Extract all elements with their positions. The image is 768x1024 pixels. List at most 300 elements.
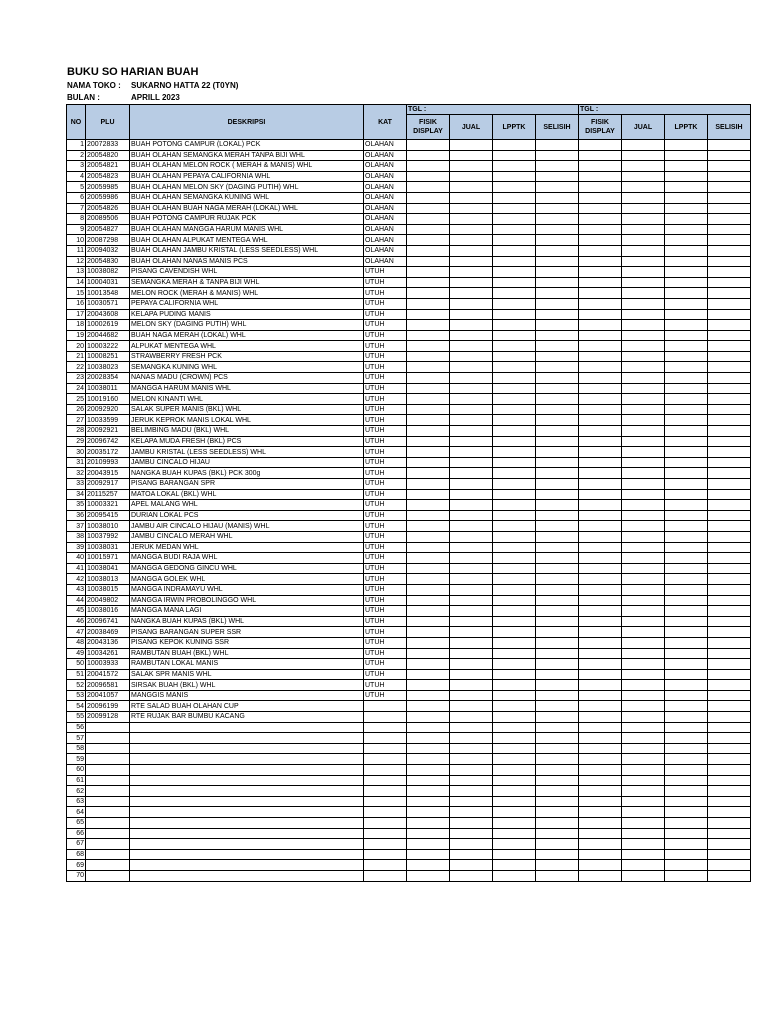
jual-2-cell[interactable] — [622, 426, 665, 437]
lpptk-2-cell[interactable] — [665, 404, 708, 415]
lpptk-2-cell[interactable] — [665, 245, 708, 256]
lpptk-2-cell[interactable] — [665, 489, 708, 500]
selisih-1-cell[interactable] — [536, 351, 579, 362]
fisik-display-1-cell[interactable] — [407, 171, 450, 182]
jual-2-cell[interactable] — [622, 351, 665, 362]
fisik-display-2-cell[interactable] — [579, 818, 622, 829]
selisih-1-cell[interactable] — [536, 267, 579, 278]
jual-2-cell[interactable] — [622, 436, 665, 447]
fisik-display-2-cell[interactable] — [579, 150, 622, 161]
jual-1-cell[interactable] — [450, 224, 493, 235]
fisik-display-1-cell[interactable] — [407, 192, 450, 203]
lpptk-2-cell[interactable] — [665, 383, 708, 394]
selisih-2-cell[interactable] — [708, 531, 751, 542]
lpptk-2-cell[interactable] — [665, 765, 708, 776]
jual-1-cell[interactable] — [450, 447, 493, 458]
lpptk-1-cell[interactable] — [493, 563, 536, 574]
jual-1-cell[interactable] — [450, 404, 493, 415]
jual-1-cell[interactable] — [450, 510, 493, 521]
lpptk-1-cell[interactable] — [493, 415, 536, 426]
lpptk-2-cell[interactable] — [665, 553, 708, 564]
jual-1-cell[interactable] — [450, 330, 493, 341]
jual-1-cell[interactable] — [450, 351, 493, 362]
jual-2-cell[interactable] — [622, 754, 665, 765]
jual-1-cell[interactable] — [450, 849, 493, 860]
jual-1-cell[interactable] — [450, 171, 493, 182]
lpptk-2-cell[interactable] — [665, 436, 708, 447]
selisih-1-cell[interactable] — [536, 510, 579, 521]
jual-2-cell[interactable] — [622, 404, 665, 415]
fisik-display-1-cell[interactable] — [407, 733, 450, 744]
selisih-2-cell[interactable] — [708, 351, 751, 362]
lpptk-2-cell[interactable] — [665, 214, 708, 225]
lpptk-2-cell[interactable] — [665, 171, 708, 182]
jual-2-cell[interactable] — [622, 637, 665, 648]
lpptk-2-cell[interactable] — [665, 743, 708, 754]
selisih-1-cell[interactable] — [536, 775, 579, 786]
selisih-1-cell[interactable] — [536, 542, 579, 553]
fisik-display-1-cell[interactable] — [407, 648, 450, 659]
selisih-1-cell[interactable] — [536, 277, 579, 288]
fisik-display-2-cell[interactable] — [579, 828, 622, 839]
fisik-display-2-cell[interactable] — [579, 341, 622, 352]
selisih-1-cell[interactable] — [536, 722, 579, 733]
fisik-display-1-cell[interactable] — [407, 341, 450, 352]
lpptk-1-cell[interactable] — [493, 775, 536, 786]
selisih-1-cell[interactable] — [536, 383, 579, 394]
lpptk-1-cell[interactable] — [493, 849, 536, 860]
jual-1-cell[interactable] — [450, 489, 493, 500]
jual-1-cell[interactable] — [450, 150, 493, 161]
jual-1-cell[interactable] — [450, 468, 493, 479]
selisih-2-cell[interactable] — [708, 214, 751, 225]
selisih-1-cell[interactable] — [536, 404, 579, 415]
selisih-1-cell[interactable] — [536, 256, 579, 267]
jual-1-cell[interactable] — [450, 584, 493, 595]
fisik-display-1-cell[interactable] — [407, 616, 450, 627]
selisih-1-cell[interactable] — [536, 341, 579, 352]
jual-1-cell[interactable] — [450, 563, 493, 574]
fisik-display-2-cell[interactable] — [579, 192, 622, 203]
selisih-2-cell[interactable] — [708, 542, 751, 553]
lpptk-2-cell[interactable] — [665, 627, 708, 638]
selisih-2-cell[interactable] — [708, 839, 751, 850]
jual-1-cell[interactable] — [450, 701, 493, 712]
jual-1-cell[interactable] — [450, 479, 493, 490]
selisih-1-cell[interactable] — [536, 765, 579, 776]
fisik-display-1-cell[interactable] — [407, 383, 450, 394]
lpptk-2-cell[interactable] — [665, 298, 708, 309]
selisih-1-cell[interactable] — [536, 394, 579, 405]
jual-2-cell[interactable] — [622, 680, 665, 691]
fisik-display-2-cell[interactable] — [579, 616, 622, 627]
lpptk-2-cell[interactable] — [665, 510, 708, 521]
fisik-display-2-cell[interactable] — [579, 161, 622, 172]
jual-1-cell[interactable] — [450, 298, 493, 309]
selisih-1-cell[interactable] — [536, 457, 579, 468]
jual-2-cell[interactable] — [622, 531, 665, 542]
selisih-1-cell[interactable] — [536, 235, 579, 246]
lpptk-1-cell[interactable] — [493, 786, 536, 797]
selisih-1-cell[interactable] — [536, 595, 579, 606]
fisik-display-2-cell[interactable] — [579, 680, 622, 691]
selisih-2-cell[interactable] — [708, 500, 751, 511]
jual-2-cell[interactable] — [622, 277, 665, 288]
selisih-2-cell[interactable] — [708, 457, 751, 468]
jual-1-cell[interactable] — [450, 203, 493, 214]
fisik-display-1-cell[interactable] — [407, 860, 450, 871]
selisih-1-cell[interactable] — [536, 828, 579, 839]
selisih-2-cell[interactable] — [708, 150, 751, 161]
jual-2-cell[interactable] — [622, 192, 665, 203]
jual-1-cell[interactable] — [450, 733, 493, 744]
selisih-2-cell[interactable] — [708, 733, 751, 744]
lpptk-2-cell[interactable] — [665, 786, 708, 797]
selisih-1-cell[interactable] — [536, 436, 579, 447]
selisih-2-cell[interactable] — [708, 637, 751, 648]
fisik-display-2-cell[interactable] — [579, 500, 622, 511]
fisik-display-1-cell[interactable] — [407, 680, 450, 691]
jual-1-cell[interactable] — [450, 860, 493, 871]
selisih-1-cell[interactable] — [536, 659, 579, 670]
jual-1-cell[interactable] — [450, 140, 493, 151]
jual-2-cell[interactable] — [622, 839, 665, 850]
fisik-display-1-cell[interactable] — [407, 563, 450, 574]
lpptk-1-cell[interactable] — [493, 436, 536, 447]
jual-1-cell[interactable] — [450, 256, 493, 267]
fisik-display-2-cell[interactable] — [579, 701, 622, 712]
selisih-1-cell[interactable] — [536, 415, 579, 426]
fisik-display-1-cell[interactable] — [407, 298, 450, 309]
lpptk-1-cell[interactable] — [493, 404, 536, 415]
selisih-2-cell[interactable] — [708, 553, 751, 564]
jual-2-cell[interactable] — [622, 606, 665, 617]
selisih-2-cell[interactable] — [708, 595, 751, 606]
jual-1-cell[interactable] — [450, 531, 493, 542]
lpptk-2-cell[interactable] — [665, 224, 708, 235]
selisih-2-cell[interactable] — [708, 701, 751, 712]
fisik-display-2-cell[interactable] — [579, 648, 622, 659]
fisik-display-1-cell[interactable] — [407, 701, 450, 712]
lpptk-2-cell[interactable] — [665, 648, 708, 659]
lpptk-2-cell[interactable] — [665, 595, 708, 606]
jual-1-cell[interactable] — [450, 796, 493, 807]
lpptk-1-cell[interactable] — [493, 595, 536, 606]
jual-2-cell[interactable] — [622, 224, 665, 235]
selisih-2-cell[interactable] — [708, 849, 751, 860]
lpptk-2-cell[interactable] — [665, 584, 708, 595]
selisih-2-cell[interactable] — [708, 415, 751, 426]
fisik-display-2-cell[interactable] — [579, 733, 622, 744]
selisih-2-cell[interactable] — [708, 288, 751, 299]
lpptk-1-cell[interactable] — [493, 383, 536, 394]
selisih-2-cell[interactable] — [708, 659, 751, 670]
selisih-1-cell[interactable] — [536, 553, 579, 564]
jual-1-cell[interactable] — [450, 192, 493, 203]
fisik-display-2-cell[interactable] — [579, 277, 622, 288]
selisih-2-cell[interactable] — [708, 712, 751, 723]
fisik-display-2-cell[interactable] — [579, 245, 622, 256]
fisik-display-1-cell[interactable] — [407, 637, 450, 648]
selisih-1-cell[interactable] — [536, 563, 579, 574]
fisik-display-1-cell[interactable] — [407, 224, 450, 235]
selisih-1-cell[interactable] — [536, 616, 579, 627]
lpptk-2-cell[interactable] — [665, 807, 708, 818]
jual-2-cell[interactable] — [622, 584, 665, 595]
lpptk-1-cell[interactable] — [493, 637, 536, 648]
jual-2-cell[interactable] — [622, 235, 665, 246]
fisik-display-1-cell[interactable] — [407, 330, 450, 341]
lpptk-2-cell[interactable] — [665, 606, 708, 617]
lpptk-2-cell[interactable] — [665, 860, 708, 871]
jual-1-cell[interactable] — [450, 309, 493, 320]
selisih-2-cell[interactable] — [708, 860, 751, 871]
selisih-2-cell[interactable] — [708, 245, 751, 256]
jual-1-cell[interactable] — [450, 161, 493, 172]
jual-1-cell[interactable] — [450, 245, 493, 256]
selisih-1-cell[interactable] — [536, 584, 579, 595]
lpptk-1-cell[interactable] — [493, 765, 536, 776]
fisik-display-1-cell[interactable] — [407, 373, 450, 384]
jual-1-cell[interactable] — [450, 690, 493, 701]
selisih-2-cell[interactable] — [708, 267, 751, 278]
fisik-display-1-cell[interactable] — [407, 140, 450, 151]
jual-2-cell[interactable] — [622, 203, 665, 214]
lpptk-1-cell[interactable] — [493, 298, 536, 309]
fisik-display-2-cell[interactable] — [579, 659, 622, 670]
selisih-1-cell[interactable] — [536, 140, 579, 151]
selisih-1-cell[interactable] — [536, 362, 579, 373]
lpptk-2-cell[interactable] — [665, 828, 708, 839]
lpptk-2-cell[interactable] — [665, 235, 708, 246]
fisik-display-1-cell[interactable] — [407, 256, 450, 267]
selisih-1-cell[interactable] — [536, 150, 579, 161]
fisik-display-1-cell[interactable] — [407, 722, 450, 733]
selisih-1-cell[interactable] — [536, 500, 579, 511]
selisih-2-cell[interactable] — [708, 171, 751, 182]
lpptk-2-cell[interactable] — [665, 267, 708, 278]
selisih-2-cell[interactable] — [708, 203, 751, 214]
selisih-2-cell[interactable] — [708, 309, 751, 320]
lpptk-2-cell[interactable] — [665, 320, 708, 331]
fisik-display-2-cell[interactable] — [579, 256, 622, 267]
selisih-2-cell[interactable] — [708, 277, 751, 288]
jual-2-cell[interactable] — [622, 796, 665, 807]
lpptk-1-cell[interactable] — [493, 150, 536, 161]
lpptk-1-cell[interactable] — [493, 447, 536, 458]
lpptk-1-cell[interactable] — [493, 373, 536, 384]
fisik-display-1-cell[interactable] — [407, 500, 450, 511]
fisik-display-1-cell[interactable] — [407, 595, 450, 606]
selisih-1-cell[interactable] — [536, 309, 579, 320]
lpptk-1-cell[interactable] — [493, 542, 536, 553]
lpptk-1-cell[interactable] — [493, 351, 536, 362]
fisik-display-1-cell[interactable] — [407, 754, 450, 765]
selisih-1-cell[interactable] — [536, 373, 579, 384]
lpptk-2-cell[interactable] — [665, 330, 708, 341]
fisik-display-1-cell[interactable] — [407, 362, 450, 373]
selisih-1-cell[interactable] — [536, 743, 579, 754]
fisik-display-1-cell[interactable] — [407, 669, 450, 680]
selisih-2-cell[interactable] — [708, 669, 751, 680]
jual-1-cell[interactable] — [450, 521, 493, 532]
fisik-display-2-cell[interactable] — [579, 563, 622, 574]
jual-2-cell[interactable] — [622, 394, 665, 405]
fisik-display-2-cell[interactable] — [579, 839, 622, 850]
fisik-display-2-cell[interactable] — [579, 531, 622, 542]
jual-2-cell[interactable] — [622, 648, 665, 659]
selisih-2-cell[interactable] — [708, 627, 751, 638]
jual-2-cell[interactable] — [622, 140, 665, 151]
selisih-1-cell[interactable] — [536, 669, 579, 680]
selisih-1-cell[interactable] — [536, 330, 579, 341]
selisih-1-cell[interactable] — [536, 627, 579, 638]
selisih-1-cell[interactable] — [536, 786, 579, 797]
selisih-2-cell[interactable] — [708, 404, 751, 415]
jual-1-cell[interactable] — [450, 637, 493, 648]
jual-1-cell[interactable] — [450, 828, 493, 839]
jual-2-cell[interactable] — [622, 415, 665, 426]
lpptk-1-cell[interactable] — [493, 870, 536, 881]
jual-1-cell[interactable] — [450, 754, 493, 765]
lpptk-2-cell[interactable] — [665, 468, 708, 479]
fisik-display-1-cell[interactable] — [407, 182, 450, 193]
lpptk-1-cell[interactable] — [493, 627, 536, 638]
selisih-1-cell[interactable] — [536, 701, 579, 712]
fisik-display-2-cell[interactable] — [579, 807, 622, 818]
fisik-display-1-cell[interactable] — [407, 235, 450, 246]
fisik-display-1-cell[interactable] — [407, 404, 450, 415]
lpptk-1-cell[interactable] — [493, 245, 536, 256]
selisih-1-cell[interactable] — [536, 426, 579, 437]
selisih-1-cell[interactable] — [536, 733, 579, 744]
selisih-1-cell[interactable] — [536, 712, 579, 723]
lpptk-1-cell[interactable] — [493, 320, 536, 331]
lpptk-1-cell[interactable] — [493, 330, 536, 341]
fisik-display-2-cell[interactable] — [579, 479, 622, 490]
jual-2-cell[interactable] — [622, 320, 665, 331]
selisih-1-cell[interactable] — [536, 489, 579, 500]
jual-1-cell[interactable] — [450, 553, 493, 564]
selisih-2-cell[interactable] — [708, 468, 751, 479]
selisih-2-cell[interactable] — [708, 235, 751, 246]
fisik-display-1-cell[interactable] — [407, 553, 450, 564]
jual-1-cell[interactable] — [450, 394, 493, 405]
selisih-1-cell[interactable] — [536, 637, 579, 648]
lpptk-1-cell[interactable] — [493, 489, 536, 500]
lpptk-2-cell[interactable] — [665, 309, 708, 320]
lpptk-1-cell[interactable] — [493, 690, 536, 701]
fisik-display-1-cell[interactable] — [407, 394, 450, 405]
jual-1-cell[interactable] — [450, 722, 493, 733]
jual-1-cell[interactable] — [450, 341, 493, 352]
fisik-display-2-cell[interactable] — [579, 320, 622, 331]
selisih-2-cell[interactable] — [708, 870, 751, 881]
selisih-2-cell[interactable] — [708, 436, 751, 447]
selisih-1-cell[interactable] — [536, 468, 579, 479]
selisih-2-cell[interactable] — [708, 563, 751, 574]
lpptk-2-cell[interactable] — [665, 574, 708, 585]
jual-1-cell[interactable] — [450, 182, 493, 193]
fisik-display-1-cell[interactable] — [407, 807, 450, 818]
selisih-1-cell[interactable] — [536, 870, 579, 881]
lpptk-2-cell[interactable] — [665, 500, 708, 511]
selisih-2-cell[interactable] — [708, 256, 751, 267]
fisik-display-2-cell[interactable] — [579, 542, 622, 553]
selisih-1-cell[interactable] — [536, 849, 579, 860]
jual-2-cell[interactable] — [622, 479, 665, 490]
lpptk-1-cell[interactable] — [493, 235, 536, 246]
jual-1-cell[interactable] — [450, 743, 493, 754]
selisih-1-cell[interactable] — [536, 606, 579, 617]
fisik-display-2-cell[interactable] — [579, 235, 622, 246]
jual-1-cell[interactable] — [450, 277, 493, 288]
fisik-display-1-cell[interactable] — [407, 351, 450, 362]
fisik-display-2-cell[interactable] — [579, 849, 622, 860]
lpptk-1-cell[interactable] — [493, 182, 536, 193]
lpptk-1-cell[interactable] — [493, 648, 536, 659]
selisih-2-cell[interactable] — [708, 192, 751, 203]
selisih-1-cell[interactable] — [536, 203, 579, 214]
jual-2-cell[interactable] — [622, 150, 665, 161]
fisik-display-1-cell[interactable] — [407, 775, 450, 786]
lpptk-1-cell[interactable] — [493, 192, 536, 203]
selisih-2-cell[interactable] — [708, 722, 751, 733]
fisik-display-1-cell[interactable] — [407, 765, 450, 776]
selisih-1-cell[interactable] — [536, 245, 579, 256]
jual-1-cell[interactable] — [450, 500, 493, 511]
lpptk-1-cell[interactable] — [493, 341, 536, 352]
jual-1-cell[interactable] — [450, 426, 493, 437]
fisik-display-1-cell[interactable] — [407, 712, 450, 723]
fisik-display-2-cell[interactable] — [579, 362, 622, 373]
jual-2-cell[interactable] — [622, 712, 665, 723]
selisih-2-cell[interactable] — [708, 648, 751, 659]
fisik-display-2-cell[interactable] — [579, 415, 622, 426]
fisik-display-1-cell[interactable] — [407, 436, 450, 447]
lpptk-1-cell[interactable] — [493, 203, 536, 214]
fisik-display-2-cell[interactable] — [579, 521, 622, 532]
lpptk-2-cell[interactable] — [665, 288, 708, 299]
jual-1-cell[interactable] — [450, 765, 493, 776]
fisik-display-2-cell[interactable] — [579, 309, 622, 320]
jual-1-cell[interactable] — [450, 415, 493, 426]
lpptk-2-cell[interactable] — [665, 341, 708, 352]
fisik-display-2-cell[interactable] — [579, 712, 622, 723]
selisih-2-cell[interactable] — [708, 807, 751, 818]
fisik-display-1-cell[interactable] — [407, 659, 450, 670]
fisik-display-2-cell[interactable] — [579, 754, 622, 765]
fisik-display-2-cell[interactable] — [579, 447, 622, 458]
jual-1-cell[interactable] — [450, 712, 493, 723]
lpptk-1-cell[interactable] — [493, 288, 536, 299]
jual-2-cell[interactable] — [622, 553, 665, 564]
fisik-display-1-cell[interactable] — [407, 447, 450, 458]
lpptk-1-cell[interactable] — [493, 140, 536, 151]
selisih-1-cell[interactable] — [536, 574, 579, 585]
fisik-display-2-cell[interactable] — [579, 722, 622, 733]
lpptk-1-cell[interactable] — [493, 796, 536, 807]
selisih-2-cell[interactable] — [708, 510, 751, 521]
fisik-display-2-cell[interactable] — [579, 489, 622, 500]
lpptk-2-cell[interactable] — [665, 447, 708, 458]
selisih-2-cell[interactable] — [708, 616, 751, 627]
jual-2-cell[interactable] — [622, 245, 665, 256]
lpptk-1-cell[interactable] — [493, 574, 536, 585]
fisik-display-1-cell[interactable] — [407, 690, 450, 701]
lpptk-1-cell[interactable] — [493, 680, 536, 691]
jual-1-cell[interactable] — [450, 373, 493, 384]
